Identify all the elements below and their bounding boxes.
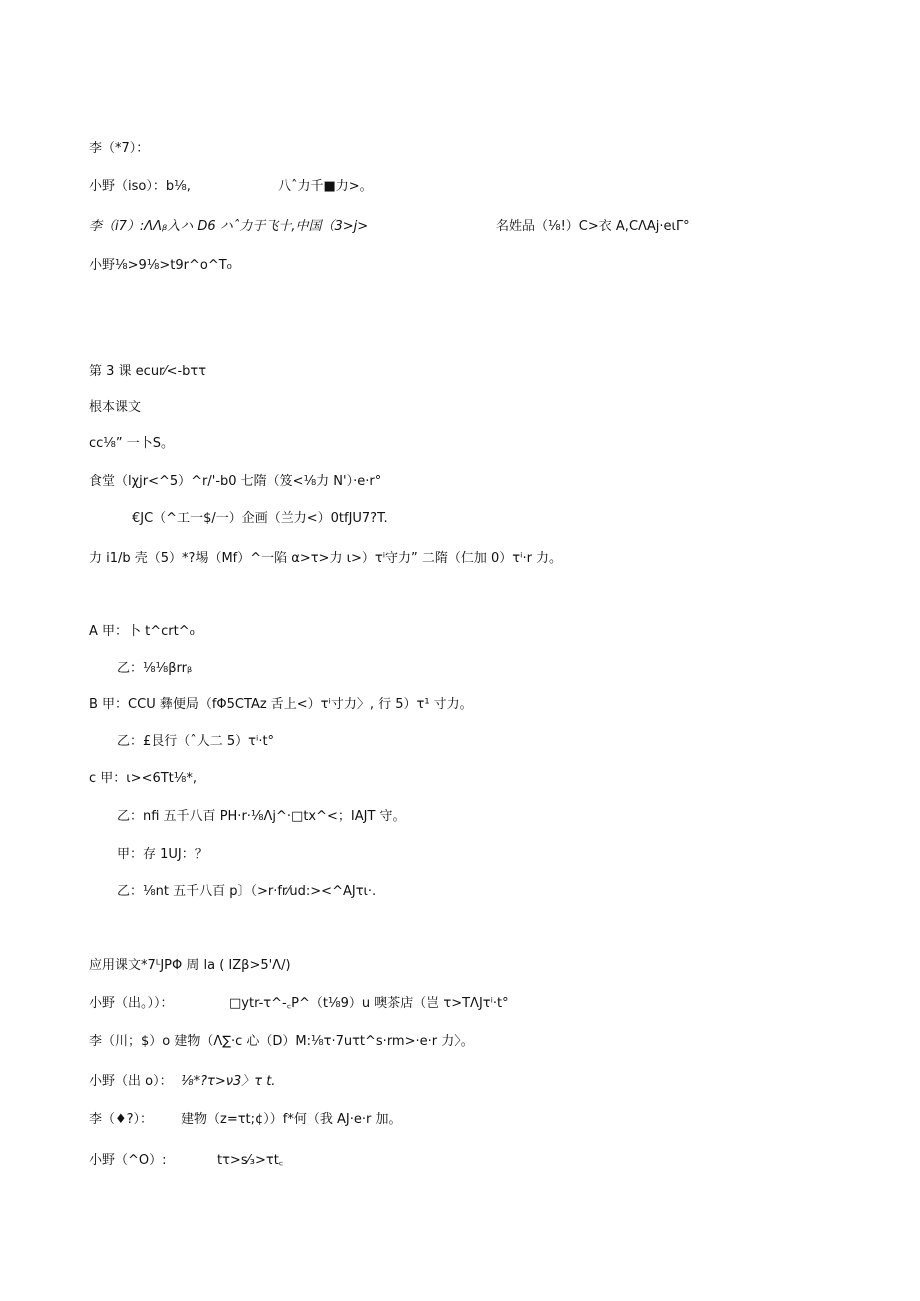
basic-line-3: €JC（^工一$/一）企画（兰力<）0tfJU7?T. xyxy=(132,511,388,526)
practice-a-speaker-2: 乙：⅛⅛βrrᵦ xyxy=(117,661,193,676)
applied-line-1-speaker: 小野（出。））： xyxy=(89,996,174,1011)
practice-a-speaker-1: A 甲：卜 t^crt^₀ xyxy=(89,624,195,639)
section-basic-heading: 根本课文 xyxy=(89,400,142,415)
practice-b-speaker-2: 乙：£艮行（ˆ人二 5）τⁱ·t° xyxy=(117,734,275,749)
applied-line-1-text: □ytr-τ^-꜀P^（t⅛9）u 噢茶店（岂 τ>TΛJτⁱ·t° xyxy=(229,996,509,1011)
applied-line-4-text: 建物（z=τt;¢））f*何（我 AJ·e·r 加。 xyxy=(181,1112,402,1127)
basic-line-1: cc⅛” 一卜S。 xyxy=(89,436,175,451)
practice-c-speaker-2: 乙：nfi 五千八百 PH·r·⅛Λj^·□tx^<；IAJT 守。 xyxy=(117,809,406,824)
applied-line-3-text: ⅛*?τ>ν3〉τ t. xyxy=(181,1074,276,1089)
applied-line-2: 李（川；$）o 建物（Λ∑·c 心（D）M:⅛τ·7uτt^s·rm>·e·r 力〉。 xyxy=(89,1034,474,1049)
dialogue-line-3-a: 李（i7）:ΛΛᵦ入ハ D6 ハˆ力于飞十,中国（3>j> xyxy=(89,219,369,234)
practice-c-speaker-1: c 甲：ι><6Tt⅛*, xyxy=(89,771,198,786)
dialogue-line-3-b: 名姓品（⅛!）C>衣 A,CΛAj·eιΓ° xyxy=(496,219,690,234)
applied-line-5-speaker: 小野（^O）: xyxy=(89,1153,167,1168)
applied-line-4-speaker: 李（♦?）： xyxy=(89,1112,154,1127)
basic-line-4: 力 i1/b 壳（5）*?埸（Mf）^一陷 α>τ>力 ι>）τⁱ守力” 二隋（仁加 0）τⁱ·r 力。 xyxy=(89,551,563,566)
applied-line-5-text: tτ>s⁄₃>τt꜀ xyxy=(217,1153,284,1168)
dialogue-line-4: 小野⅛>9⅛>t9r^o^T₀ xyxy=(89,258,232,273)
practice-c-speaker-4: 乙：⅛nt 五千八百 p〕（>r·fr⁄ud:><^AJτι·. xyxy=(117,884,377,899)
applied-title: 应用课文*7ᴸJPΦ 周 la ( IZβ>5'Λ/) xyxy=(89,958,291,973)
dialogue-line-2-b: 八ˆ力千■力>。 xyxy=(278,179,373,194)
practice-c-speaker-3: 甲：存 1UJ：？ xyxy=(117,847,208,862)
lesson-title: 第 3 课 ecur⁄<-bττ xyxy=(89,364,207,379)
basic-line-2: 食堂（lχjr<^5）^r/'-b0 七隋（笈<⅛力 N'）·e·r° xyxy=(89,474,382,489)
applied-line-3-speaker: 小野（出 o）： xyxy=(89,1074,173,1089)
practice-b-speaker-1: B 甲：CCU 彝便局（fΦ5CTAz 舌上<）τⁱ寸力〉, 行 5）τ¹ 寸力。 xyxy=(89,697,473,712)
dialogue-line-2-a: 小野（iso）：b⅛, xyxy=(89,179,191,194)
dialogue-line-1: 李（*7）： xyxy=(89,141,150,156)
